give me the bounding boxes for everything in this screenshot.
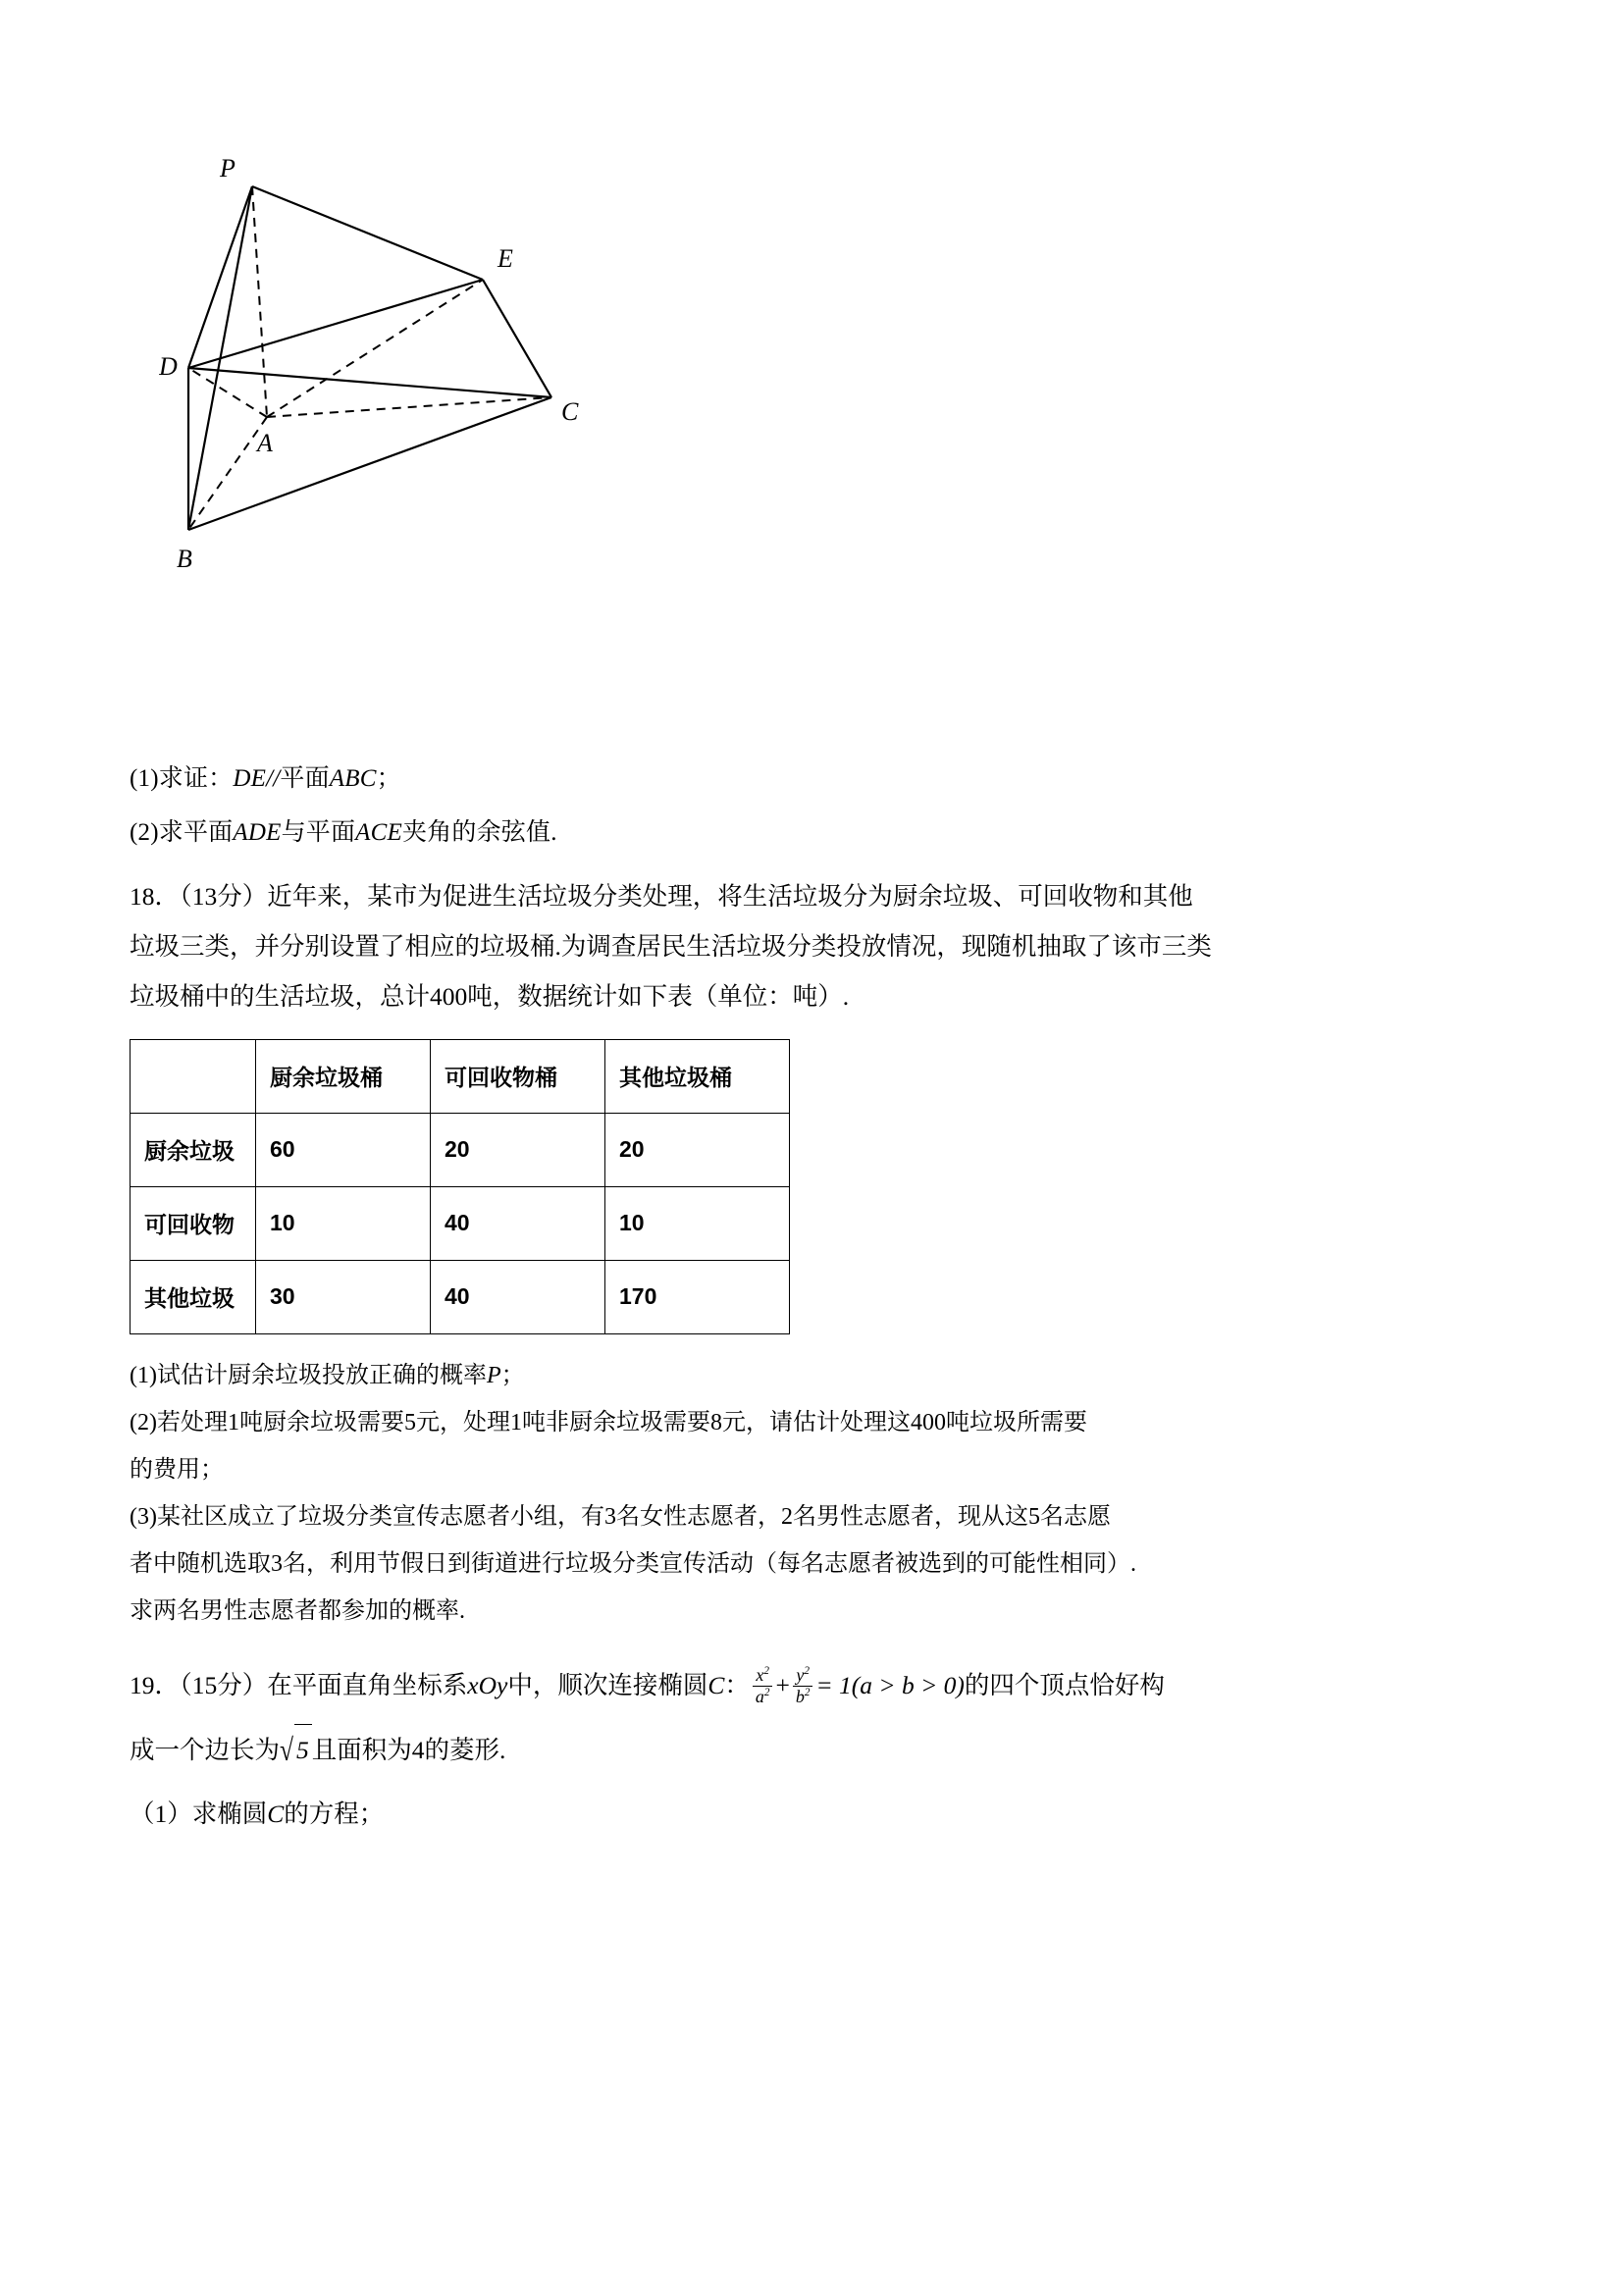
question-19 xyxy=(130,1660,1493,1839)
radical-icon: √ xyxy=(280,1731,294,1768)
table-header-1: 可回收物桶 xyxy=(431,1039,605,1113)
figure-label-P: P xyxy=(220,154,236,183)
sqrt-value: 5 xyxy=(294,1724,312,1775)
question-18 xyxy=(130,871,1493,1635)
q18-sub2-n2: 5 xyxy=(403,1409,416,1435)
q19-xoy: xOy xyxy=(467,1670,508,1699)
q17-sub2-m1: ADE xyxy=(233,818,282,846)
figure-label-D: D xyxy=(159,352,178,381)
q17-sub1-math2: ABC xyxy=(329,765,377,792)
q18-sub3-cont1 xyxy=(130,1540,1493,1588)
table-cell: 30 xyxy=(256,1260,431,1333)
q19-sub1-c: C xyxy=(267,1799,285,1828)
q19-line1 xyxy=(130,1660,1493,1710)
q17-sub2 xyxy=(130,809,1493,858)
q19-area-value: 4 xyxy=(411,1735,425,1764)
q19-eq-tail: = 1(a > b > 0) xyxy=(815,1670,965,1699)
q18-sub3-c: 名男性志愿者，现从这 xyxy=(792,1503,1028,1530)
table-cell: 10 xyxy=(605,1186,790,1260)
q18-sub2-n3: 1 xyxy=(509,1409,522,1435)
q17-sub1-prefix: (1)求证： xyxy=(130,765,234,792)
q19-sub1-a: （1）求椭圆 xyxy=(130,1799,268,1828)
q18-sub1 xyxy=(130,1352,1493,1399)
q17-sub1-mid: 平面 xyxy=(280,765,330,792)
q17-sub2-m2: ACE xyxy=(355,818,402,846)
q19-line2-c: 的菱形. xyxy=(424,1735,506,1764)
fraction-x2-a2 xyxy=(753,1665,773,1706)
q18-sub2-e: 元，请估计处理这 xyxy=(721,1409,911,1435)
q18-sub1-b: ； xyxy=(500,1362,525,1388)
table-cell: 60 xyxy=(256,1113,431,1186)
q18-sub3-e: 者中随机选取 xyxy=(130,1550,271,1577)
q19-line2 xyxy=(130,1724,1493,1775)
table-row xyxy=(131,1260,790,1333)
figure-label-B: B xyxy=(177,545,192,573)
q18-sub3-n2: 2 xyxy=(780,1503,793,1530)
frac-den-1: $a^2$ xyxy=(755,1687,770,1707)
q18-sub3-n3: 5 xyxy=(1027,1503,1040,1530)
table-header-2: 其他垃圾桶 xyxy=(605,1039,790,1113)
garbage-statistics-table xyxy=(130,1039,790,1334)
q18-sub1-var: P xyxy=(486,1362,501,1388)
q17-sub2-mid: 与平面 xyxy=(281,818,356,846)
fraction-y2-b2 xyxy=(793,1665,813,1706)
q18-line3 xyxy=(130,971,1493,1021)
q18-sub2-n4: 8 xyxy=(709,1409,722,1435)
table-header-0: 厨余垃圾桶 xyxy=(256,1039,431,1113)
q18-sub3-f: 名，利用节假日到街道进行垃圾分类宣传活动（每名志愿者被选到的可能性相同）. xyxy=(283,1550,1136,1577)
q18-sub3-n1: 3 xyxy=(603,1503,616,1530)
q17-sub1 xyxy=(130,756,1493,804)
q18-sub2-n1: 1 xyxy=(227,1409,239,1435)
q18-number: 18．（13分） xyxy=(130,881,268,911)
frac-den-2: $b^2$ xyxy=(795,1687,811,1707)
q18-sub3-a: (3)某社区成立了垃圾分类宣传志愿者小组，有 xyxy=(130,1503,604,1530)
q18-line3-b: 吨，数据统计如下表（单位：吨）. xyxy=(467,981,850,1011)
q18-sub2-c: 元，处理 xyxy=(415,1409,510,1435)
q18-sub2-cont xyxy=(130,1446,1493,1493)
q18-line2-text: 垃圾三类，并分别设置了相应的垃圾桶.为调查居民生活垃圾分类投放情况，现随机抽取了该市三类 xyxy=(130,931,1212,961)
table-cell: 10 xyxy=(256,1186,431,1260)
table-row xyxy=(131,1186,790,1260)
table-cell: 40 xyxy=(431,1260,605,1333)
q18-sub2-n5: 400 xyxy=(910,1409,946,1435)
q17-sub2-suffix: 夹角的余弦值. xyxy=(402,818,557,846)
table-header-row xyxy=(131,1039,790,1113)
q18-sub2-a: (2)若处理 xyxy=(130,1409,228,1435)
q18-sub3-b: 名女性志愿者， xyxy=(615,1503,781,1530)
plus-sign: + xyxy=(775,1670,790,1699)
q19-sub1-b: 的方程； xyxy=(284,1799,385,1828)
table-cell: 170 xyxy=(605,1260,790,1333)
q17-sub1-suffix: ； xyxy=(376,765,401,792)
q17-sub1-math: DE// xyxy=(233,765,281,792)
figure-label-C: C xyxy=(561,397,579,426)
figure-label-A: A xyxy=(257,429,273,457)
q19-line2-a: 成一个边长为 xyxy=(130,1735,281,1764)
table-row-label: 可回收物 xyxy=(131,1186,256,1260)
q19-line1-d: 的四个顶点恰好构 xyxy=(964,1670,1165,1699)
q18-line2 xyxy=(130,921,1493,971)
q18-line1 xyxy=(130,871,1493,921)
q18-sub3-g: 求两名男性志愿者都参加的概率. xyxy=(130,1597,465,1624)
q19-ellipse-c: C xyxy=(707,1670,725,1699)
q19-line2-b: 且面积为 xyxy=(311,1735,412,1764)
q19-sub1 xyxy=(130,1789,1493,1839)
q18-sub3-cont2 xyxy=(130,1588,1493,1635)
q18-sub2-b: 吨厨余垃圾需要 xyxy=(238,1409,404,1435)
q18-sub3 xyxy=(130,1493,1493,1540)
sqrt-expression xyxy=(280,1731,312,1768)
geometry-figure xyxy=(159,147,846,756)
table-cell: 40 xyxy=(431,1186,605,1260)
table-corner-cell xyxy=(131,1039,256,1113)
q18-sub2-f: 吨垃圾所需要 xyxy=(945,1409,1087,1435)
q18-sub2-g: 的费用； xyxy=(130,1456,224,1483)
q19-equation xyxy=(750,1665,965,1707)
q18-sub2-d: 吨非厨余垃圾需要 xyxy=(521,1409,710,1435)
page-content xyxy=(130,147,1493,1839)
q18-total-tons: 400 xyxy=(430,981,468,1011)
q18-sub2 xyxy=(130,1399,1493,1446)
q18-sub3-d: 名志愿 xyxy=(1039,1503,1111,1530)
q19-line1-b: 中，顺次连接椭圆 xyxy=(507,1670,708,1699)
frac-num-1: $x^2$ xyxy=(753,1665,773,1687)
frac-num-2: $y^2$ xyxy=(793,1665,813,1687)
table-row-label: 其他垃圾 xyxy=(131,1260,256,1333)
table-row-label: 厨余垃圾 xyxy=(131,1113,256,1186)
q18-line3-a: 垃圾桶中的生活垃圾，总计 xyxy=(130,981,431,1011)
q18-line1-text: 近年来，某市为促进生活垃圾分类处理，将生活垃圾分为厨余垃圾、可回收物和其他 xyxy=(267,881,1193,911)
q19-line1-a: 在平面直角坐标系 xyxy=(267,1670,468,1699)
q17-sub2-prefix: (2)求平面 xyxy=(130,818,234,846)
table-row xyxy=(131,1113,790,1186)
q19-colon: ： xyxy=(724,1670,750,1699)
table-cell: 20 xyxy=(431,1113,605,1186)
q19-number: 19．（15分） xyxy=(130,1670,268,1699)
table-cell: 20 xyxy=(605,1113,790,1186)
figure-label-E: E xyxy=(497,244,513,273)
q18-sub3-n4: 3 xyxy=(271,1550,283,1577)
q18-sub1-a: (1)试估计厨余垃圾投放正确的概率 xyxy=(130,1362,487,1388)
